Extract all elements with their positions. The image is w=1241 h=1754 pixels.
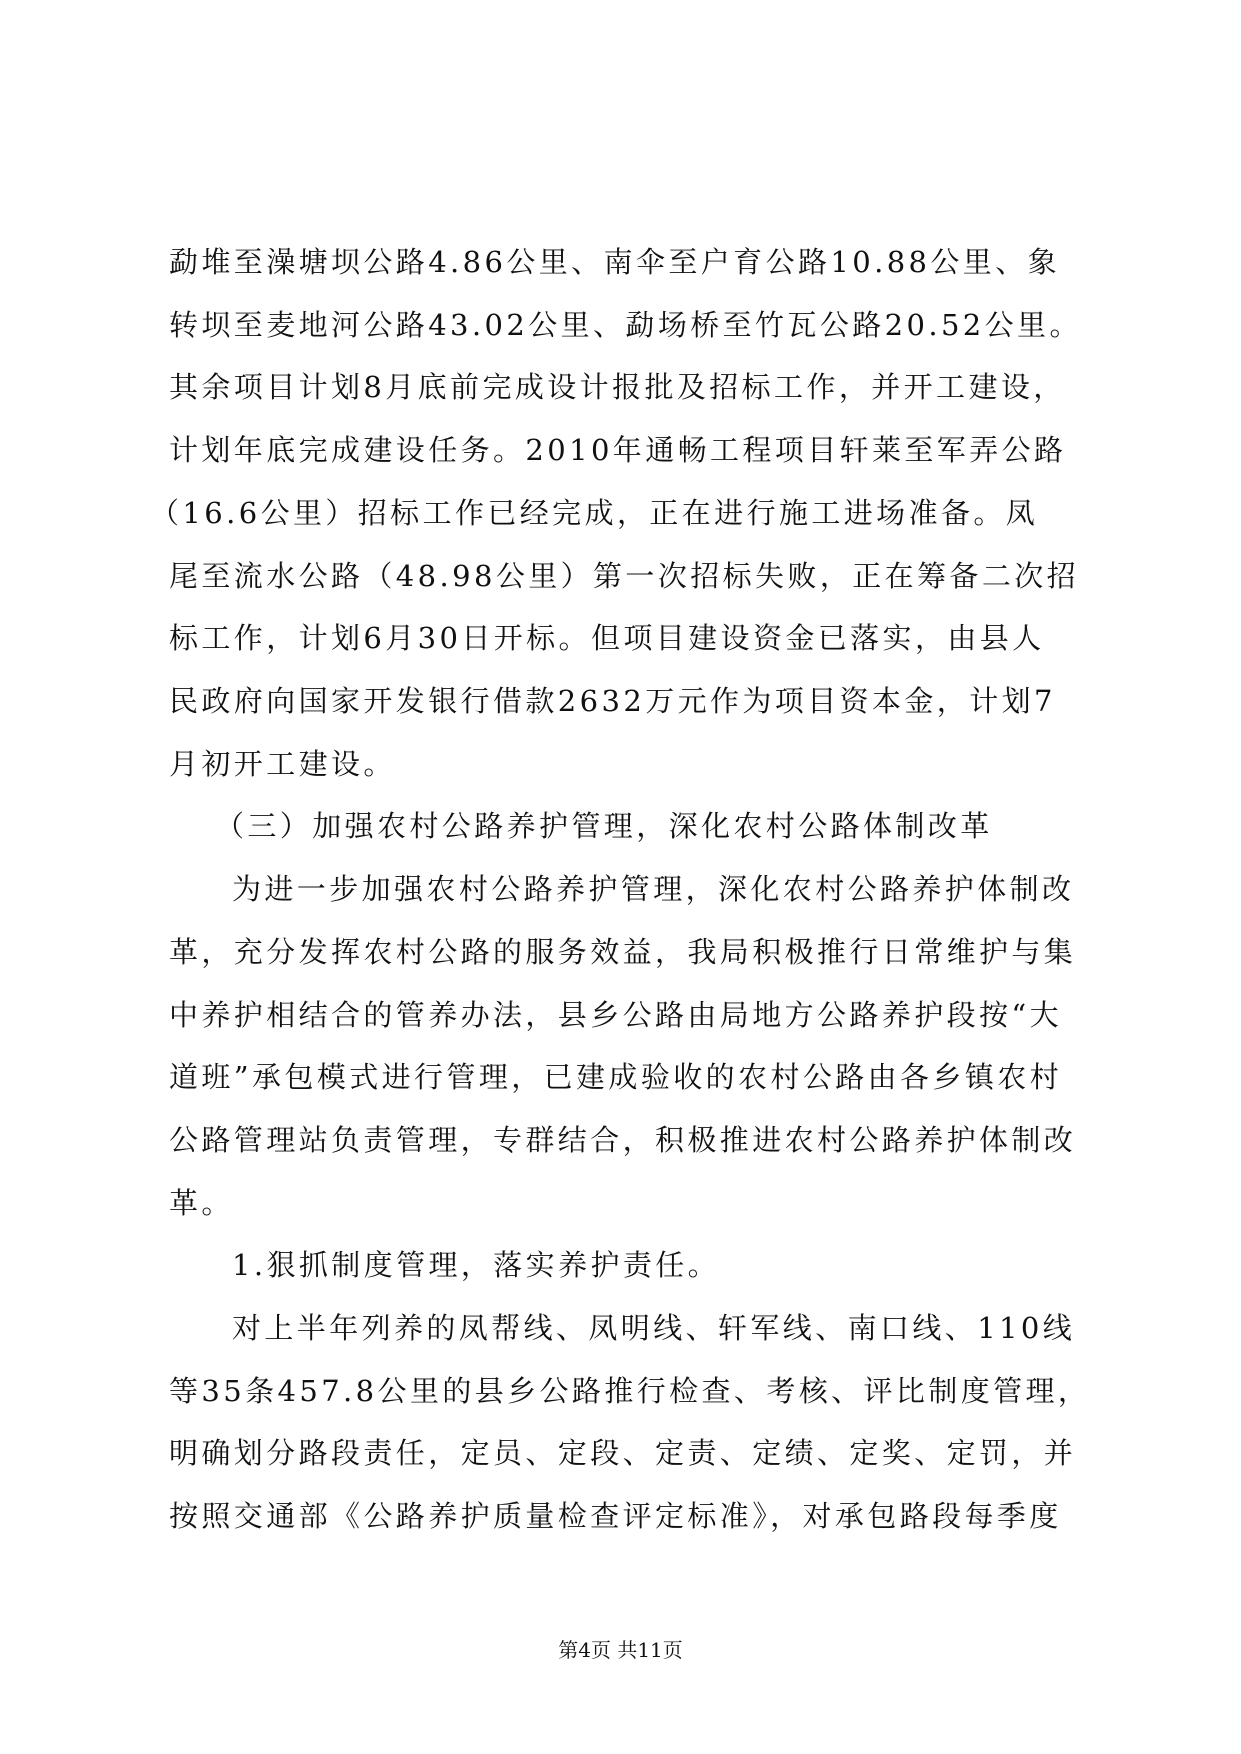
body-line: 其余项目计划8月底前完成设计报批及招标工作，并开工建设， (169, 370, 1066, 404)
body-line: 尾至流水公路（48.98公里）第一次招标失败，正在筹备二次招 (169, 559, 1080, 593)
body-line: 勐堆至澡塘坝公路4.86公里、南伞至户育公路10.88公里、象 (169, 245, 1060, 279)
body-line: 对上半年列养的凤帮线、凤明线、轩军线、南口线、110线 (232, 1311, 1076, 1345)
body-line: 按照交通部《公路养护质量检查评定标准》，对承包路段每季度 (169, 1499, 1062, 1533)
page-footer: 第4页 共11页 (558, 1638, 683, 1662)
body-line: 革。 (169, 1186, 234, 1220)
body-line: 转坝至麦地河公路43.02公里、勐场桥至竹瓦公路20.52公里。 (169, 308, 1082, 342)
body-line: 道班”承包模式进行管理，已建成验收的农村公路由各乡镇农村 (169, 1060, 1063, 1094)
body-line: 中养护相结合的管养办法，县乡公路由局地方公路养护段按“大 (169, 998, 1063, 1032)
body-line: 计划年底完成建设任务。2010年通畅工程项目轩莱至军弄公路 (169, 433, 1067, 467)
body-line: 月初开工建设。 (169, 747, 396, 781)
body-line: 民政府向国家开发银行借款2632万元作为项目资本金，计划7 (169, 684, 1056, 718)
body-line: （16.6公里）招标工作已经完成，正在进行施工进场准备。凤 (150, 496, 1039, 530)
section-heading: （三）加强农村公路养护管理，深化农村公路体制改革 (215, 809, 993, 843)
body-line: 标工作，计划6月30日开标。但项目建设资金已落实，由县人 (169, 621, 1045, 655)
body-line: 公路管理站负责管理，专群结合，积极推进农村公路养护体制改 (169, 1123, 1077, 1157)
subsection-heading: 1.狠抓制度管理，落实养护责任。 (232, 1248, 721, 1282)
body-line: 为进一步加强农村公路养护管理，深化农村公路养护体制改 (232, 872, 1075, 906)
body-line: 等35条457.8公里的县乡公路推行检查、考核、评比制度管理， (169, 1374, 1091, 1408)
body-line: 明确划分路段责任，定员、定段、定责、定绩、定奖、定罚，并 (169, 1436, 1077, 1470)
body-line: 革，充分发挥农村公路的服务效益，我局积极推行日常维护与集 (169, 935, 1077, 969)
